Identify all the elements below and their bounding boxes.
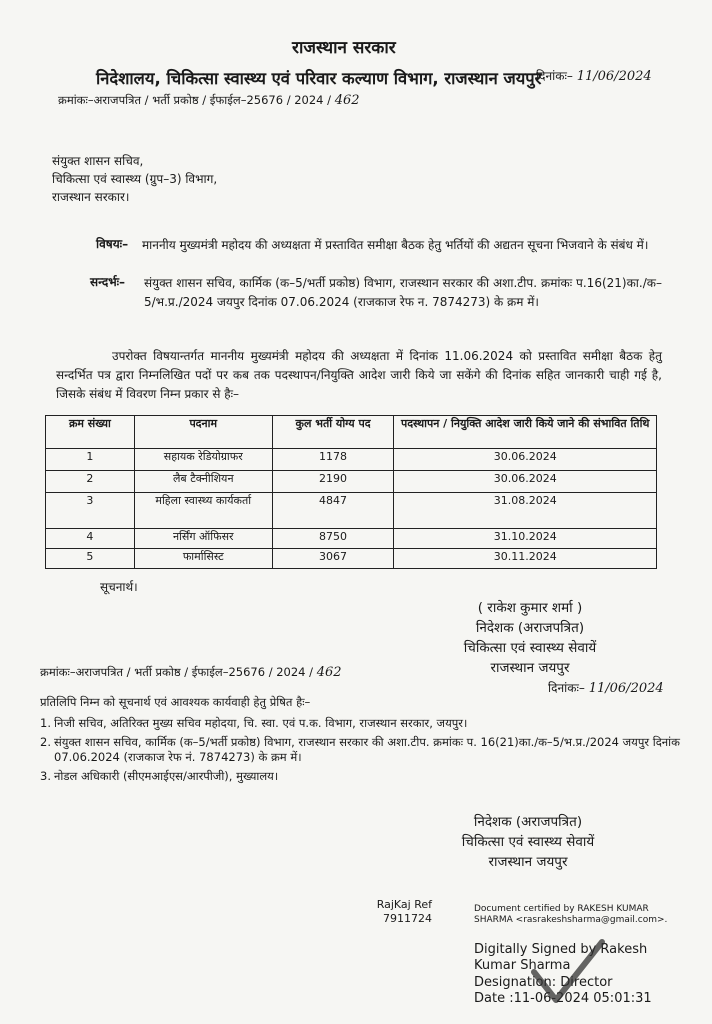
handwritten-date: 11/06/2024: [576, 69, 652, 84]
reference-number: क्रमांकः–अराजपत्रित / भर्ती प्रकोष्ठ / ईफाईल–25676 / 2024 / 462: [58, 93, 360, 108]
copy-date: दिनांकः– 11/06/2024: [548, 681, 664, 696]
department-title: निदेशालय, चिकित्सा स्वास्थ्य एवं परिवार कल्याण विभाग, राजस्थान जयपुर: [96, 69, 542, 88]
header-date: दिनांकः– 11/06/2024: [536, 69, 652, 84]
signature-block-1: [440, 598, 620, 678]
addressee-line: राजस्थान सरकार।: [52, 190, 130, 204]
copy-reference-number: क्रमांकः–अराजपत्रित / भर्ती प्रकोष्ठ / ईफाईल–25676 / 2024 / 462: [40, 665, 342, 680]
subject-text: माननीय मुख्यमंत्री महोदय की अध्यक्षता में प्रस्तावित समीक्षा बैठक हेतु भर्तियों की अद्यतन सूचना भिजवाने के संबंध में।: [142, 238, 649, 252]
addressee-line: चिकित्सा एवं स्वास्थ्य (ग्रुप–3) विभाग,: [52, 172, 218, 186]
list-item: 1. निजी सचिव, अतिरिक्त मुख्य सचिव महोदया, चि. स्वा. एवं प.क. विभाग, राजस्थान सरकार, जयपुर।: [40, 716, 468, 730]
header-count: कुल भर्ती योग्य पद: [272, 416, 394, 449]
reference-text: संयुक्त शासन सचिव, कार्मिक (क–5/भर्ती प्रकोष्ठ) विभाग, राजस्थान सरकार की अशा.टीप. क्रमांकः प.16(21)का./क–5/भ.प्र./2024 जयपुर दिनांक 07.06.2024 (राजकाज रेफ न. 7874273) के क्रम में।: [144, 276, 662, 309]
copy-list: [40, 716, 680, 787]
handwritten-ref: 462: [334, 93, 360, 108]
copy-intro: प्रतिलिपि निम्न को सूचनार्थ एवं आवश्यक कार्यवाही हेतु प्रेषित हैः–: [40, 695, 311, 709]
signatory-dept: चिकित्सा एवं स्वास्थ्य सेवायें: [461, 834, 595, 850]
signature-block-2: [438, 812, 618, 872]
handwritten-ref: 462: [316, 665, 342, 680]
table-row: 2 लैब टैक्नीशियन 2190 30.06.2024: [46, 471, 657, 493]
signatory-name: ( राकेश कुमार शर्मा ): [477, 600, 583, 616]
list-item: 3. नोडल अधिकारी (सीएमआईएस/आरपीजी), मुख्यालय।: [40, 768, 279, 783]
note-text: सूचनार्थ।: [100, 580, 138, 594]
list-item: 2. संयुक्त शासन सचिव, कार्मिक (क–5/भर्ती प्रकोष्ठ) विभाग, राजस्थान सरकार की अशा.टीप. क्रमांकः प. 16(21)का./क–5/भ.प्र./2024 जयपुर दिनांक 07.06.2024 (राजकाज रेफ नं. 7874273) के क्रम में।: [40, 734, 680, 765]
table-row: 5 फार्मासिस्ट 3067 30.11.2024: [46, 549, 657, 569]
header-date: पदस्थापन / नियुक्ति आदेश जारी किये जाने की संभावित तिथि: [394, 416, 657, 449]
table-row: 3 महिला स्वास्थ्य कार्यकर्ता 4847 31.08.2024: [46, 493, 657, 529]
rajkaj-ref: RajKaj Ref 7911724: [376, 898, 432, 925]
reference-label: सन्दर्भः–: [90, 275, 126, 289]
subject-label: विषयः–: [96, 237, 129, 251]
table-row: 4 नर्सिंग ऑफिसर 8750 31.10.2024: [46, 529, 657, 549]
addressee-line: संयुक्त शासन सचिव,: [52, 154, 144, 168]
header-post: पदनाम: [134, 416, 272, 449]
signatory-dept: चिकित्सा एवं स्वास्थ्य सेवायें: [463, 640, 597, 656]
signatory-designation: निदेशक (अराजपत्रित): [473, 814, 583, 830]
govt-title: राजस्थान सरकार: [292, 38, 396, 58]
digital-signature-block: Digitally Signed by Rakesh Kumar Sharma Designation: Director Date :11-06-2024 05:01:31: [474, 942, 652, 1006]
handwritten-date: 11/06/2024: [588, 681, 664, 696]
certified-text: Document certified by RAKESH KUMAR SHARMA <rasrakeshsharma@gmail.com>.: [474, 904, 668, 926]
signatory-place: राजस्थान जयपुर: [490, 660, 570, 676]
signature-checkmark-icon: [528, 938, 608, 1008]
signatory-place: राजस्थान जयपुर: [488, 854, 568, 870]
recruitment-table: [45, 415, 657, 569]
table-header-row: [46, 416, 657, 449]
body-paragraph: उपरोक्त विषयान्तर्गत माननीय मुख्यमंत्री महोदय की अध्यक्षता में दिनांक 11.06.2024 को प्रस्तावित समीक्षा बैठक हेतु सन्दर्भित पत्र द्वारा निम्नलिखित पदों पर कब तक पदस्थापन/नियुक्ति आदेश जारी किये जा सकेंगे की दिनांक सहित जानकारी चाही गई है, जिसके संबंध में विवरण निम्न प्रकार से हैः–: [56, 349, 662, 401]
table-row: 1 सहायक रेडियोग्राफर 1178 30.06.2024: [46, 449, 657, 471]
addressee-block: [52, 152, 217, 206]
signatory-designation: निदेशक (अराजपत्रित): [475, 620, 585, 636]
header-sno: क्रम संख्या: [46, 416, 135, 449]
